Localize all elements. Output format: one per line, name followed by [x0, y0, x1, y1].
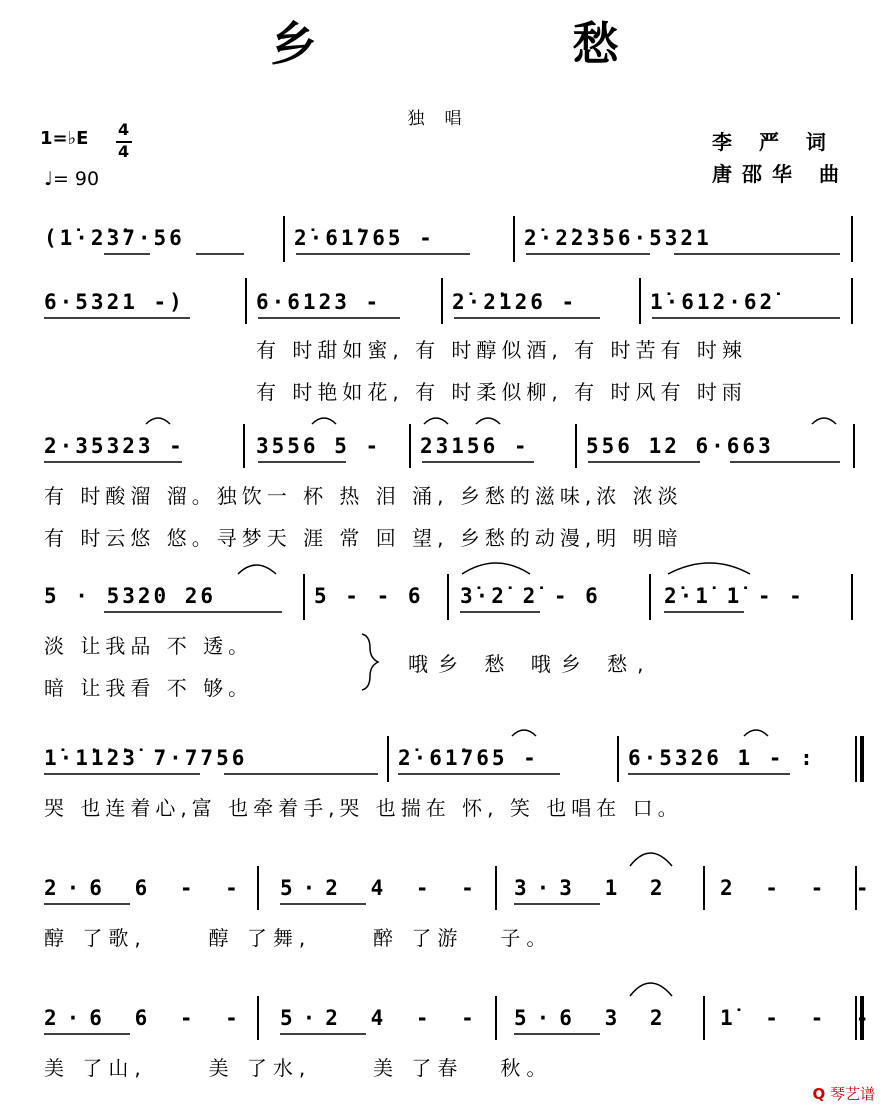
measure-s2-2: 6·6123 -	[256, 290, 382, 314]
lyric-s4-verse1: 淡 让我品 不 透。	[44, 634, 254, 658]
song-title: 乡 愁	[270, 17, 739, 71]
measure-s6-4: 2 - - -	[720, 876, 879, 900]
measure-s4-3: 3̇·2̇ 2̇ - 6	[460, 584, 601, 608]
measure-s7-3: 5·6 3 2	[514, 1006, 673, 1030]
watermark-text: 琴艺谱	[829, 1085, 875, 1103]
measure-s4-1: 5 · 5320 26	[44, 584, 217, 608]
measure-s2-1: 6·5321 -)	[44, 290, 185, 314]
measure-s5-3: 6·5326 1 - :	[628, 746, 816, 770]
tempo-marking: ♩= 90	[44, 168, 100, 190]
measure-s6-2: 5·2 4 - -	[280, 876, 484, 900]
lyric-s3-verse2: 有 时云悠 悠。寻梦天 涯 常 回 望, 乡愁的动漫,明 明暗	[44, 526, 683, 550]
measure-s4-2: 5 - - 6	[314, 584, 424, 608]
lyric-s2-verse1: 有 时甜如蜜, 有 时醇似酒, 有 时苦有 时辣	[256, 338, 747, 362]
measure-s5-1: 1̇·1̇1̇2̇3̇ 7·7756	[44, 746, 248, 770]
watermark	[812, 1083, 875, 1104]
time-signature-denominator: 4	[118, 142, 130, 161]
measure-s3-4: 556 12 6·663	[586, 434, 774, 458]
measure-s4-4: 2̇·1̇ 1̇ - -	[664, 584, 805, 608]
measure-s7-1: 2·6 6 - -	[44, 1006, 248, 1030]
measure-s7-4: 1̇ - - -	[720, 1006, 879, 1030]
watermark-logo-icon: Q	[812, 1085, 826, 1103]
measure-s6-3: 3·3 1 2	[514, 876, 673, 900]
measure-s7-2: 5·2 4 - -	[280, 1006, 484, 1030]
measure-s6-1: 2·6 6 - -	[44, 876, 248, 900]
measure-s3-2: 3556 5 -	[256, 434, 382, 458]
lyric-s7: 美 了山, 美 了水, 美 了春 秋。	[44, 1056, 553, 1080]
measure-s1-2: 2̇·61̇765 -	[294, 226, 435, 250]
measure-s1-1: (1̇·2̇3̇7·56	[44, 226, 185, 250]
composer-credit: 唐邵华 曲	[712, 162, 849, 186]
lyric-s2-verse2: 有 时艳如花, 有 时柔似柳, 有 时风有 时雨	[256, 380, 747, 404]
measure-s3-3: 23156 -	[420, 434, 530, 458]
measure-s5-2: 2̇·61̇765 -	[398, 746, 539, 770]
measure-s3-1: 2·35323 -	[44, 434, 185, 458]
lyric-s6: 醇 了歌, 醇 了舞, 醉 了游 子。	[44, 926, 553, 950]
lyric-s4-verse2: 暗 让我看 不 够。	[44, 676, 254, 700]
time-signature-numerator: 4	[118, 120, 130, 139]
measure-s2-4: 1̇·612·62̇	[650, 290, 776, 314]
measure-s1-3: 2̇·2̇2̇3̇56·5321	[524, 226, 712, 250]
lyric-s4-chorus: 哦乡 愁 哦乡 愁,	[408, 652, 654, 676]
lyric-s5: 哭 也连着心,富 也牵着手,哭 也揣在 怀, 笑 也唱在 口。	[44, 796, 683, 820]
lyric-s3-verse1: 有 时酸溜 溜。独饮一 杯 热 泪 涌, 乡愁的滋味,浓 浓淡	[44, 484, 683, 508]
measure-s2-3: 2̇·2̇126 -	[452, 290, 578, 314]
lyricist-credit: 李 严 词	[712, 130, 836, 154]
key-signature: 1=♭E	[40, 128, 89, 149]
performance-type: 独唱	[407, 109, 482, 129]
